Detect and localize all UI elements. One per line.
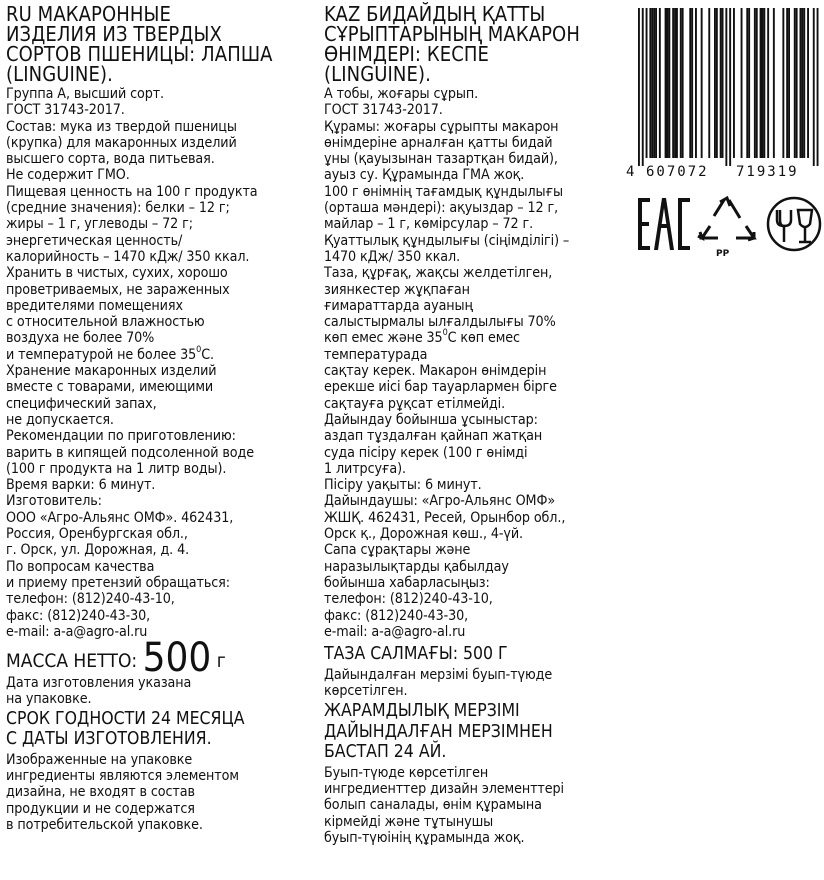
text-line: СҰРЫПТАРЫНЫҢ МАКАРОН (324, 22, 580, 46)
text-line: ООО «Агро-Альянс ОМФ». 462431, (6, 509, 234, 526)
ru-temp-suffix: С. (201, 346, 214, 363)
text-line: сақтау керек. Макарон өнімдерін (324, 363, 547, 380)
text-line: калорийность – 1470 кДж/ 350 ккал. (6, 248, 250, 265)
text-line: өнімдеріне арналған қатты бидай (324, 134, 553, 151)
barcode-bar (762, 8, 764, 158)
kz-shelf-life (324, 701, 614, 763)
text-line: сақтауға рұқсат етілмейді. (324, 395, 506, 412)
barcode-bar (682, 8, 684, 158)
text-line: А тобы, жоғары сұрып. (324, 86, 479, 102)
barcode-bar (767, 8, 769, 158)
text-line: ингредиенты являются элементом (6, 767, 239, 784)
text-line: и приему претензий обращаться: (6, 574, 230, 591)
barcode-bar (754, 8, 756, 158)
text-line: вредителями помещениях (6, 297, 183, 314)
text-line: зиянкестер жұқпаған (324, 281, 470, 298)
barcode-bar (773, 8, 775, 158)
text-line: вместе с товарами, имеющими (6, 379, 214, 396)
ru-temp-prefix: и температурой не более 35 (6, 346, 197, 363)
barcode-bar (676, 8, 678, 158)
text-line: суда пісіру керек (100 г өнімді (324, 444, 528, 461)
text-line: ЖАРАМДЫЛЫҚ МЕРЗІМІ (324, 701, 520, 722)
barcode-bar (716, 8, 718, 158)
text-line: СРОК ГОДНОСТИ 24 МЕСЯЦА (6, 708, 245, 729)
recycle-pp-icon (698, 198, 754, 259)
text-line: ингредиенттер дизайн элементтері (324, 780, 564, 797)
text-line: Пісіру уақыты: 6 минут. (324, 477, 482, 494)
barcode-bar (680, 8, 682, 158)
barcode-digit-first: 4 (626, 164, 635, 180)
barcode-bar (646, 8, 648, 158)
ru-column (6, 4, 306, 833)
barcode-bar (674, 8, 676, 158)
text-line: ГОСТ 31743-2017. (324, 102, 443, 119)
text-line: бойынша хабарласыңыз: (324, 574, 490, 591)
text-line: Таза, құрғақ, жақсы желдетілген, (324, 265, 553, 282)
text-line: на упаковке. (6, 691, 92, 708)
barcode-bar (720, 8, 722, 158)
barcode-digits-left: 607072 (646, 164, 709, 180)
text-line: ГОСТ 31743-2017. (6, 102, 125, 119)
text-line: специфический запах, (6, 395, 157, 412)
text-line: Құрамы: жоғары сұрыпты макарон (324, 118, 559, 135)
barcode-bar (691, 8, 693, 158)
text-line: Хранение макаронных изделий (6, 363, 217, 380)
text-line: факс: (812)240-43-30, (324, 607, 469, 624)
text-line: проветриваемых, не зараженных (6, 281, 230, 298)
barcode-bar (638, 8, 640, 166)
ru-net-value: 500 (142, 635, 212, 682)
text-line: Орск қ., Дорожная көш., 4-үй. (324, 526, 523, 543)
barcode-bar (667, 8, 669, 158)
text-line: не допускается. (6, 411, 114, 428)
text-line: Состав: мука из твердой пшеницы (6, 118, 237, 135)
kz-storage-temperature (324, 330, 614, 346)
text-line: кірмейді және тұтынушы (324, 813, 494, 830)
text-line: ИЗДЕЛИЯ ИЗ ТВЕРДЫХ (6, 22, 222, 46)
food-safe-icon (768, 198, 820, 250)
text-line: жиры – 1 г, углеводы – 72 г; (6, 216, 193, 233)
text-line: көрсетілген. (324, 682, 408, 699)
barcode-digits-right: 719319 (736, 164, 799, 180)
kz-temp-prefix: көп емес және 35 (324, 330, 443, 347)
text-line: Не содержит ГМО. (6, 167, 130, 184)
barcode-bar (672, 8, 674, 158)
kz-heading (324, 4, 614, 84)
ru-net-unit: г (216, 650, 226, 673)
barcode-bar (813, 8, 815, 166)
recycling-code-label: PP (716, 249, 730, 259)
barcode-bar (817, 8, 819, 166)
text-line: телефон: (812)240-43-10, (6, 591, 175, 608)
kz-column (324, 4, 614, 846)
barcode-bar (642, 8, 644, 166)
text-line: (средние значения): белки – 12 г; (6, 200, 230, 217)
text-line: ұны (қауызынан тазартқан бидай), (324, 151, 558, 168)
kz-net-weight: ТАЗА САЛМАҒЫ: 500 Г (324, 644, 508, 665)
text-line: ауыз су. Құрамында ГМА жоқ. (324, 167, 525, 184)
text-line: салыстырмалы ылғалдылығы 70% (324, 314, 556, 331)
text-line: буып-түюінің құрамында жоқ. (324, 829, 525, 846)
kz-body-4 (324, 765, 614, 846)
text-line: г. Орск, ул. Дорожная, д. 4. (6, 542, 190, 559)
barcode-bar (760, 8, 762, 158)
kz-body-1 (324, 86, 614, 330)
barcode-bar (653, 8, 655, 158)
barcode-bar (741, 8, 743, 158)
text-line: Қуаттылық құндылығы (сіңімділігі) – (324, 232, 570, 249)
barcode-bar (655, 8, 657, 158)
text-line: Дайындау бойынша ұсыныстар: (324, 411, 538, 428)
text-line: энергетическая ценность/ (6, 232, 183, 249)
barcode-bar (708, 8, 710, 158)
barcode-bar (748, 8, 750, 158)
text-line: (LINGUINE). (6, 62, 113, 86)
ru-temp-degree: 0 (196, 344, 202, 355)
barcode-bar (668, 8, 670, 158)
text-line: дизайна, не входят в состав (6, 784, 195, 801)
text-line: высшего сорта, вода питьевая. (6, 151, 215, 168)
text-line: (100 г продукта на 1 литр воды). (6, 460, 227, 477)
barcode-bar (801, 8, 803, 158)
barcode-bar (725, 8, 727, 166)
text-line: факс: (812)240-43-30, (6, 607, 151, 624)
text-line: ерекше иісі бар тауарлармен бірге (324, 379, 557, 396)
text-line: Рекомендации по приготовлению: (6, 428, 236, 445)
text-line: СОРТОВ ПШЕНИЦЫ: ЛАПША (6, 42, 273, 66)
barcode-bar (786, 8, 788, 158)
text-line: e-mail: a-a@agro-al.ru (324, 623, 466, 640)
text-line: Дайындаушы: «Агро-Альянс ОМФ» (324, 493, 556, 510)
text-line: болып саналады, өнім құрамына (324, 797, 542, 814)
text-line: ӨНІМДЕРІ: КЕСПЕ (324, 42, 489, 66)
kz-temp-suffix: С көп емес (447, 330, 520, 347)
certification-icons (634, 192, 824, 262)
text-line: RU МАКАРОННЫЕ (6, 2, 171, 26)
text-line: По вопросам качества (6, 558, 155, 575)
barcode-bar (695, 8, 697, 158)
text-line: С ДАТЫ ИЗГОТОВЛЕНИЯ. (6, 729, 212, 750)
ru-body-1 (6, 86, 306, 347)
barcode-bar (803, 8, 805, 158)
text-line: Сапа сұрақтары және (324, 542, 471, 559)
ru-net-label: МАССА НЕТТО: (6, 650, 138, 673)
text-line: температурада (324, 346, 428, 363)
text-line: (крупка) для макаронных изделий (6, 134, 237, 151)
text-line: Изготовитель: (6, 493, 102, 510)
barcode-bar (756, 8, 758, 158)
eac-mark-icon (638, 198, 690, 250)
text-line: ғимараттарда ауаның (324, 297, 473, 314)
barcode-bar (689, 8, 691, 158)
ru-body-4 (6, 752, 306, 833)
barcode-bar (782, 8, 784, 158)
barcode-bar (800, 8, 802, 158)
text-line: наразылықтарды қабылдау (324, 558, 509, 575)
text-line: 1 литрсуға). (324, 460, 406, 477)
barcode-bar (665, 8, 667, 158)
text-line: Изображенные на упаковке (6, 751, 193, 768)
barcode-bar (714, 8, 716, 158)
text-line: (LINGUINE). (324, 62, 431, 86)
kz-body-3 (324, 667, 614, 700)
kz-temp-degree: 0 (442, 328, 448, 339)
barcode-bar (701, 8, 703, 158)
barcode-bar (794, 8, 796, 158)
text-line: Россия, Оренбургская обл., (6, 526, 188, 543)
text-line: Время варки: 6 минут. (6, 477, 156, 494)
barcode-bar (807, 8, 809, 158)
ru-storage-temperature (6, 344, 306, 363)
text-line: (орташа мәндері): ақуыздар – 12 г, (324, 200, 559, 217)
barcode-bar (722, 8, 724, 158)
text-line: ЖШҚ. 462431, Ресей, Орынбор обл., (324, 509, 566, 526)
kz-body-2 (324, 347, 614, 640)
text-line: майлар – 1 г, көмірсулар – 72 г. (324, 216, 534, 233)
text-line: Пищевая ценность на 100 г продукта (6, 183, 258, 200)
text-line: Буып-түюде көрсетілген (324, 764, 489, 781)
barcode-bar (649, 8, 651, 158)
text-line: 100 г өнімнің тағамдық құндылығы (324, 183, 563, 200)
barcode-bar (796, 8, 798, 158)
barcode-bar (659, 8, 661, 158)
barcode-bar (733, 8, 735, 158)
text-line: ДАЙЫНДАЛҒАН МЕРЗІМНЕН (324, 721, 553, 742)
text-line: e-mail: a-a@agro-al.ru (6, 623, 148, 640)
barcode-bars (638, 8, 819, 166)
ru-body-2 (6, 363, 306, 640)
barcode-bar (763, 8, 765, 158)
text-line: Дата изготовления указана (6, 675, 192, 692)
text-line: варить в кипящей подсоленной воде (6, 444, 254, 461)
barcode-bar (651, 8, 653, 158)
text-line: 1470 кДж/ 350 ккал. (324, 248, 461, 265)
barcode-bar (729, 8, 731, 166)
text-line: в потребительской упаковке. (6, 816, 203, 833)
text-line: телефон: (812)240-43-10, (324, 591, 493, 608)
barcode-bar (746, 8, 748, 158)
text-line: Дайындалған мерзімі буып-түюде (324, 666, 553, 683)
barcode-bar (788, 8, 790, 158)
barcode (624, 4, 820, 180)
text-line: БАСТАП 24 АЙ. (324, 742, 447, 763)
ru-net-weight (6, 635, 306, 682)
ru-heading (6, 4, 306, 84)
text-line: продукции и не содержатся (6, 800, 195, 817)
text-line: Хранить в чистых, сухих, хорошо (6, 265, 228, 282)
text-line: Группа А, высший сорт. (6, 86, 164, 102)
text-line: воздуха не более 70% (6, 330, 155, 347)
ru-body-3 (6, 675, 306, 708)
text-line: аздап тұздалған қайнап жатқан (324, 428, 543, 445)
text-line: KAZ БИДАЙДЫҢ ҚАТТЫ (324, 2, 546, 26)
text-line: с относительной влажностью (6, 314, 205, 331)
ru-shelf-life (6, 709, 306, 750)
